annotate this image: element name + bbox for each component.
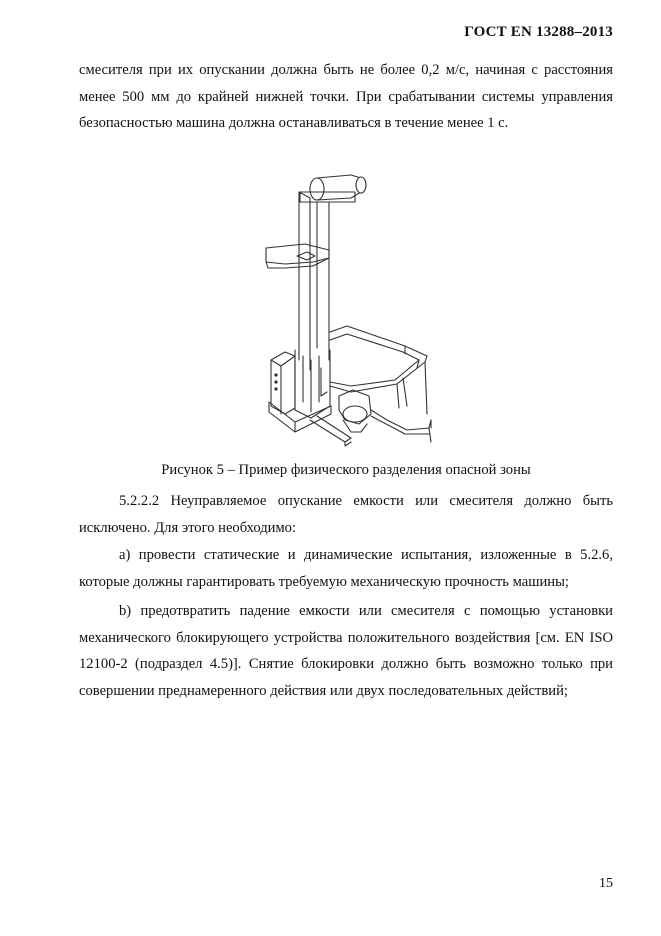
page-header: ГОСТ EN 13288–2013 [464,24,613,40]
paragraph-continuation: смесителя при их опускании должна быть не более 0,2 м/с, начиная с расстояния менее 500 мм до крайней нижней точки. При срабатывании системы управления безопасностью машина должна останавливаться в течение менее 1 с. [79,62,613,131]
figure-machine-illustration [255,170,445,450]
figure-caption: Рисунок 5 – Пример физического разделения опасной зоны [161,462,531,478]
list-item-b: b) предотвратить падение емкости или смесителя с помощью установки механического блокирующего устройства положительного воздействия [см. EN ISO 12100-2 (подраздел 4.5)]. Снятие блокировки должно быть возможно только при совершении преднамеренного действия или двух последовательных действий; [79,603,613,699]
lifting-mixer-drawing [255,170,445,450]
list-item-a: а) провести статические и динамические испытания, изложенные в 5.2.6, которые должны гарантировать требуемую механическую прочность машины; [79,547,613,590]
paragraph-5-2-2-2: 5.2.2.2 Неуправляемое опускание емкости или смесителя должно быть исключено. Для этого необходимо: [79,493,613,536]
page-number: 15 [599,876,613,891]
